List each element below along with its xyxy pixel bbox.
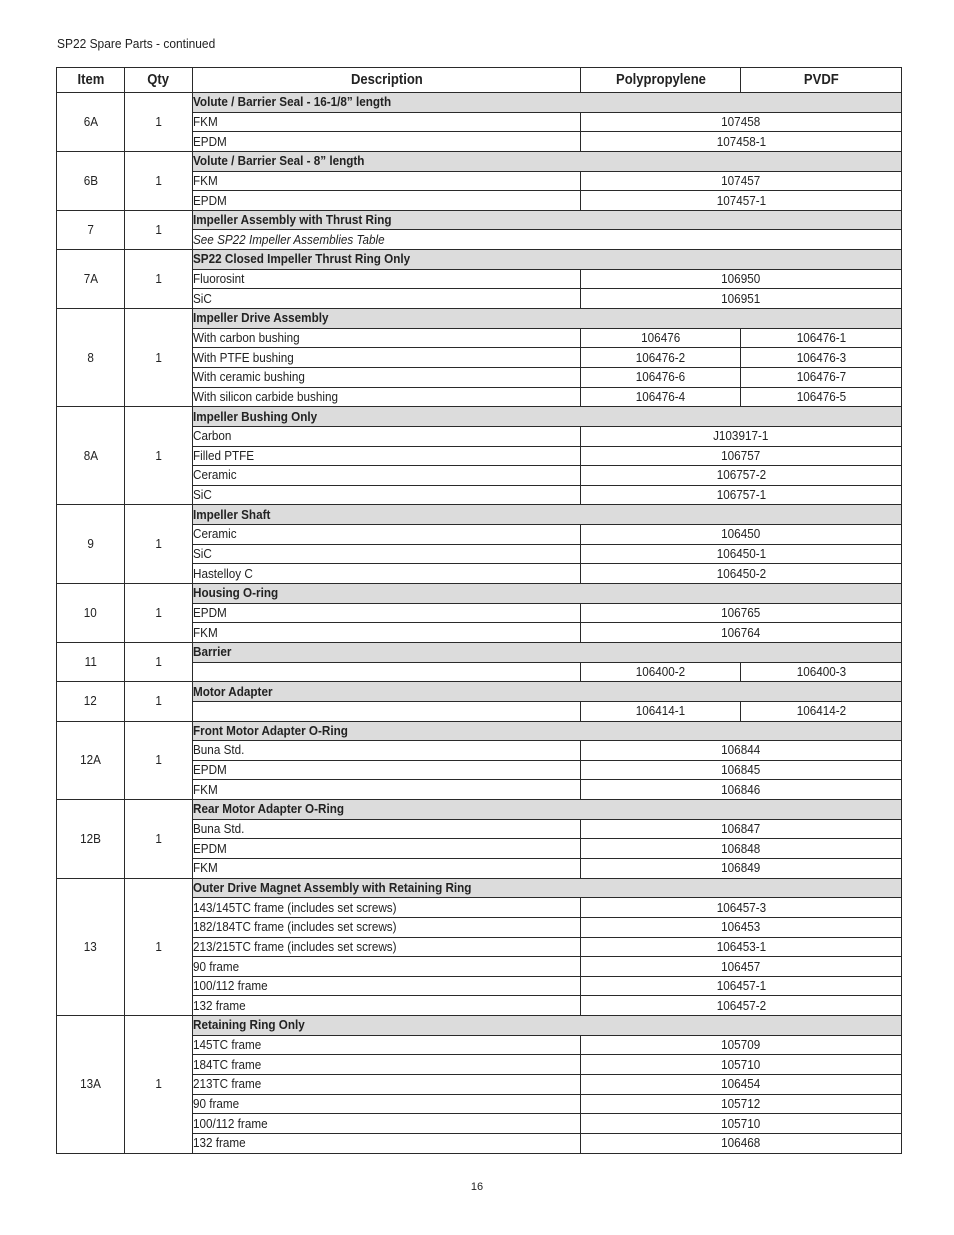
group-header-row <box>57 407 902 427</box>
part-number: 106757 <box>581 446 902 466</box>
part-description: 213TC frame <box>193 1075 581 1095</box>
part-description: 184TC frame <box>193 1055 581 1075</box>
part-number: 107458 <box>581 112 902 132</box>
item-number: 7 <box>57 210 125 249</box>
part-description: EPDM <box>193 132 581 152</box>
part-number: 106757-2 <box>581 466 902 486</box>
quantity: 1 <box>125 210 193 249</box>
quantity: 1 <box>125 151 193 210</box>
group-title: Impeller Shaft <box>193 505 902 525</box>
part-description: EPDM <box>193 603 581 623</box>
part-description: 132 frame <box>193 1133 581 1153</box>
part-description: 90 frame <box>193 957 581 977</box>
group-title: Volute / Barrier Seal - 16-1/8” length <box>193 93 902 113</box>
part-number-polypropylene: 106476 <box>581 328 741 348</box>
part-description: SiC <box>193 485 581 505</box>
part-number-polypropylene: 106476-6 <box>581 367 741 387</box>
column-header-polypropylene: Polypropylene <box>581 68 741 93</box>
part-description: FKM <box>193 171 581 191</box>
part-number: 106450-1 <box>581 544 902 564</box>
part-number-pvdf: 106476-5 <box>741 387 902 407</box>
group-header-row <box>57 642 902 662</box>
item-number: 6A <box>57 93 125 152</box>
group-header-row <box>57 250 902 270</box>
item-number: 11 <box>57 642 125 681</box>
part-number: 106454 <box>581 1075 902 1095</box>
part-number: 106453 <box>581 917 902 937</box>
quantity: 1 <box>125 93 193 152</box>
part-description: Fluorosint <box>193 269 581 289</box>
part-description: EPDM <box>193 839 581 859</box>
part-description: Ceramic <box>193 525 581 545</box>
part-number: 106757-1 <box>581 485 902 505</box>
part-number: 107457 <box>581 171 902 191</box>
part-description: 100/112 frame <box>193 976 581 996</box>
column-header-item: Item <box>57 68 125 93</box>
part-description: With PTFE bushing <box>193 348 581 368</box>
part-number: 106450-2 <box>581 564 902 584</box>
group-header-row <box>57 505 902 525</box>
table-header-row <box>57 68 902 93</box>
quantity: 1 <box>125 309 193 407</box>
item-number: 8A <box>57 407 125 505</box>
group-title: Impeller Assembly with Thrust Ring <box>193 210 902 230</box>
group-header-row <box>57 878 902 898</box>
group-title: Barrier <box>193 642 902 662</box>
group-header-row <box>57 93 902 113</box>
part-description: Filled PTFE <box>193 446 581 466</box>
part-number: 106844 <box>581 741 902 761</box>
item-number: 8 <box>57 309 125 407</box>
quantity: 1 <box>125 505 193 584</box>
part-number-pvdf: 106476-3 <box>741 348 902 368</box>
part-description: SiC <box>193 544 581 564</box>
part-description <box>193 662 581 682</box>
part-description: EPDM <box>193 760 581 780</box>
quantity: 1 <box>125 584 193 643</box>
group-header-row <box>57 309 902 329</box>
part-description: Hastelloy C <box>193 564 581 584</box>
part-number: 106457-2 <box>581 996 902 1016</box>
part-number-pvdf: 106476-7 <box>741 367 902 387</box>
part-description: SiC <box>193 289 581 309</box>
part-number: 106950 <box>581 269 902 289</box>
part-number: 106450 <box>581 525 902 545</box>
quantity: 1 <box>125 800 193 879</box>
item-number: 7A <box>57 250 125 309</box>
group-title: Volute / Barrier Seal - 8” length <box>193 151 902 171</box>
column-header-qty: Qty <box>125 68 193 93</box>
part-description: 213/215TC frame (includes set screws) <box>193 937 581 957</box>
part-number-polypropylene: 106400-2 <box>581 662 741 682</box>
group-title: Retaining Ring Only <box>193 1016 902 1036</box>
column-header-description: Description <box>193 68 581 93</box>
part-description: 145TC frame <box>193 1035 581 1055</box>
part-number: 105710 <box>581 1114 902 1134</box>
part-number: 106453-1 <box>581 937 902 957</box>
part-number: 106846 <box>581 780 902 800</box>
part-number-polypropylene: 106476-2 <box>581 348 741 368</box>
part-description: Buna Std. <box>193 819 581 839</box>
part-number: 106457-3 <box>581 898 902 918</box>
part-description: 132 frame <box>193 996 581 1016</box>
item-number: 12 <box>57 682 125 721</box>
part-description: Carbon <box>193 426 581 446</box>
group-header-row <box>57 721 902 741</box>
part-description: FKM <box>193 623 581 643</box>
part-number-pvdf: 106476-1 <box>741 328 902 348</box>
part-number: 106765 <box>581 603 902 623</box>
part-description: With ceramic bushing <box>193 367 581 387</box>
quantity: 1 <box>125 642 193 681</box>
part-number-polypropylene: 106414-1 <box>581 701 741 721</box>
part-number: 107457-1 <box>581 191 902 211</box>
part-number: 105712 <box>581 1094 902 1114</box>
group-header-row <box>57 210 902 230</box>
part-number: 106845 <box>581 760 902 780</box>
group-header-row <box>57 1016 902 1036</box>
part-number: 106468 <box>581 1133 902 1153</box>
part-description: With silicon carbide bushing <box>193 387 581 407</box>
group-title: Outer Drive Magnet Assembly with Retaining Ring <box>193 878 902 898</box>
part-description: Buna Std. <box>193 741 581 761</box>
part-description: FKM <box>193 858 581 878</box>
part-number: 106848 <box>581 839 902 859</box>
item-number: 13 <box>57 878 125 1015</box>
quantity: 1 <box>125 721 193 800</box>
part-number: 106951 <box>581 289 902 309</box>
table-body <box>57 93 902 1154</box>
part-description: EPDM <box>193 191 581 211</box>
group-title: Motor Adapter <box>193 682 902 702</box>
item-number: 12B <box>57 800 125 879</box>
item-number: 6B <box>57 151 125 210</box>
quantity: 1 <box>125 878 193 1015</box>
part-number: 106457 <box>581 957 902 977</box>
part-number: 105710 <box>581 1055 902 1075</box>
item-number: 10 <box>57 584 125 643</box>
item-number: 13A <box>57 1016 125 1153</box>
group-header-row <box>57 800 902 820</box>
part-description: Ceramic <box>193 466 581 486</box>
quantity: 1 <box>125 407 193 505</box>
part-number: 107458-1 <box>581 132 902 152</box>
group-header-row <box>57 682 902 702</box>
column-header-pvdf: PVDF <box>741 68 902 93</box>
group-title: Impeller Drive Assembly <box>193 309 902 329</box>
part-description: 143/145TC frame (includes set screws) <box>193 898 581 918</box>
group-title: SP22 Closed Impeller Thrust Ring Only <box>193 250 902 270</box>
quantity: 1 <box>125 682 193 721</box>
part-number: J103917-1 <box>581 426 902 446</box>
page-heading: SP22 Spare Parts - continued <box>57 36 216 51</box>
group-title: Front Motor Adapter O-Ring <box>193 721 902 741</box>
item-number: 9 <box>57 505 125 584</box>
part-description: FKM <box>193 112 581 132</box>
part-number-pvdf: 106414-2 <box>741 701 902 721</box>
group-header-row <box>57 151 902 171</box>
part-number: 106849 <box>581 858 902 878</box>
part-description <box>193 701 581 721</box>
part-number: 106764 <box>581 623 902 643</box>
part-number-pvdf: 106400-3 <box>741 662 902 682</box>
part-description: 100/112 frame <box>193 1114 581 1134</box>
table-note: See SP22 Impeller Assemblies Table <box>193 230 902 250</box>
part-description: FKM <box>193 780 581 800</box>
part-number: 105709 <box>581 1035 902 1055</box>
quantity: 1 <box>125 250 193 309</box>
group-title: Rear Motor Adapter O-Ring <box>193 800 902 820</box>
part-number: 106847 <box>581 819 902 839</box>
part-description: With carbon bushing <box>193 328 581 348</box>
item-number: 12A <box>57 721 125 800</box>
group-title: Housing O-ring <box>193 584 902 604</box>
part-number: 106457-1 <box>581 976 902 996</box>
part-description: 182/184TC frame (includes set screws) <box>193 917 581 937</box>
group-title: Impeller Bushing Only <box>193 407 902 427</box>
part-description: 90 frame <box>193 1094 581 1114</box>
part-number-polypropylene: 106476-4 <box>581 387 741 407</box>
quantity: 1 <box>125 1016 193 1153</box>
page-number: 16 <box>470 1181 484 1193</box>
group-header-row <box>57 584 902 604</box>
spare-parts-table <box>56 67 902 1154</box>
